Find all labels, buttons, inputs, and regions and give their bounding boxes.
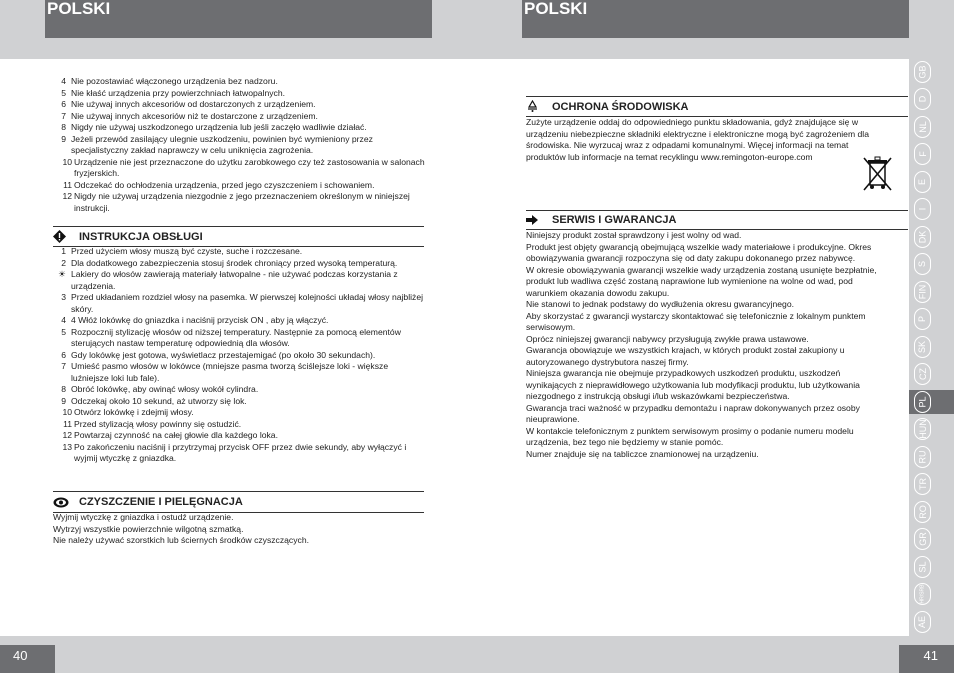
arrow-right-icon (526, 215, 552, 225)
language-tab-label: SK (917, 340, 928, 354)
language-tab-label: RU (917, 450, 928, 464)
language-tab-label: RO (917, 505, 928, 519)
list-item-number: 7 (61, 110, 66, 121)
language-tab-ru[interactable] (914, 446, 931, 468)
language-tab-f[interactable] (914, 143, 931, 165)
list-item (52, 134, 427, 157)
list-item (52, 157, 427, 180)
list-item (52, 258, 427, 270)
bottom-band (0, 636, 477, 673)
text-line: wynikających z nieprawidłowego użytkowania lub modyfikacji produktu, lub użytkowania (526, 379, 860, 390)
list-item-text: Dla dodatkowego zabezpieczenia stosuj środek chroniący przed wysoką temperaturą. (71, 257, 398, 268)
instructions-title: INSTRUKCJA OBSŁUGI (79, 230, 203, 243)
list-item (52, 384, 427, 396)
list-item-number: 6 (61, 349, 66, 360)
list-item-number: 10 (62, 156, 72, 167)
language-tab-label: P (917, 315, 928, 323)
list-item-text: Rozpocznij stylizację włosów od niższej temperatury. Następnie za pomocą elementów sterujących nastaw temperaturę odpowiednią dla włosów. (71, 326, 401, 348)
list-item-number: 11 (63, 418, 72, 429)
page-header: POLSKI (522, 0, 909, 38)
language-tab-e[interactable] (914, 171, 931, 193)
list-item-number: 1 (61, 246, 66, 256)
text-line: warunkiem okazania dowodu zakupu. (526, 287, 670, 298)
list-item-text: Przed układaniem rozdziel włosy na pasemka. W pierwszej kolejności układaj włosy najbliżej skóry. (71, 292, 424, 314)
list-item-text: Umieść pasmo włosów w lokówce (mniejsze pasma tworzą ściślejsze loki - większe luźniejsze loki lub fale). (71, 361, 389, 383)
right-page (477, 0, 954, 673)
text-line: Aby skorzystać z gwarancji wystarczy skontaktować się telefonicznie z lokalnym punktem (526, 310, 866, 321)
language-tab-cz[interactable] (914, 363, 931, 385)
text-line: produktów lub informacje na temat recyklingu www.remingoton-europe.com (526, 151, 813, 162)
page-number: 41 (899, 645, 954, 673)
language-tab-ro[interactable] (914, 501, 931, 523)
language-tab-pl[interactable] (914, 391, 931, 413)
cleaning-text (53, 512, 424, 547)
language-tab-label: D (917, 95, 928, 103)
service-title: SERWIS I GWARANCJA (552, 214, 677, 226)
list-item-number: 9 (61, 133, 66, 144)
list-item (52, 442, 427, 465)
list-item (52, 191, 427, 214)
language-tab-label: CZ (917, 368, 928, 380)
crossed-bin-icon (861, 155, 894, 193)
language-tab-tr[interactable] (914, 473, 931, 495)
text-line: Produkt jest objęty gwarancją obejmującą wszelkie wady materiałowe i produkcyjne. Okres (526, 241, 872, 252)
language-tab-label: AE (917, 615, 928, 629)
text-line: urządzenia, bez tego nie będziemy w stanie pomóc. (526, 437, 724, 447)
language-tab-label: I (917, 207, 928, 211)
text-line: obowiązywania gwarancji rozpoczyna się od daty zakupu dokonanego przez nabywcę. (526, 253, 856, 263)
environment-text (526, 117, 908, 163)
language-tab-label: HUN (917, 419, 928, 439)
list-item (52, 315, 427, 327)
text-line: W okresie obowiązywania gwarancji wszelkie wady urządzenia zostaną usunięte bezpłatnie, (526, 264, 877, 275)
text-line: Zużyte urządzenie oddaj do odpowiedniego punktu składowania, gdyż znajdujące się w (526, 117, 859, 127)
list-item-number: 4 (61, 76, 66, 86)
language-tab-label: S (917, 260, 928, 268)
list-item-text: Obróć lokówkę, aby owinąć włosy wokół cylindra. (71, 384, 259, 394)
list-item-text: 4 Włóż lokówkę do gniazdka i naciśnij przycisk ON , aby ją włączyć. (71, 315, 329, 325)
list-item-text: Nigdy nie używaj urządzenia niezgodnie z jego przeznaczeniem określonym w niniejszej instrukcji. (74, 191, 410, 213)
text-line: Niniejsza gwarancja nie obejmuje przypadkowych uszkodzeń produktu, uszkodzeń (526, 368, 841, 378)
language-tab-label: SL (917, 561, 928, 573)
list-item-text: Po zakończeniu naciśnij i przytrzymaj przycisk OFF przez dwie sekundy, aby wyłączyć i wyjmij wtyczkę z gniazdka. (74, 441, 407, 463)
text-line: Gwarancja traci ważność w przypadku demontażu i napraw dokonywanych przez osoby (526, 402, 860, 413)
environment-title: OCHRONA ŚRODOWISKA (552, 100, 689, 113)
language-tab-gb[interactable] (914, 61, 931, 83)
language-tab-dk[interactable] (914, 226, 931, 248)
list-item-number: 2 (61, 257, 66, 268)
list-item (52, 269, 427, 292)
instructions-list (52, 246, 427, 465)
list-item-number: 7 (61, 361, 66, 371)
list-item-number: 11 (63, 179, 72, 190)
list-item-text: Nigdy nie używaj uszkodzonego urządzenia lub jeśli zaczęło wadliwie działać. (71, 122, 367, 132)
safety-list (52, 76, 427, 214)
list-item-number: 8 (61, 384, 66, 394)
eye-icon (53, 497, 79, 508)
list-item-number: 5 (61, 326, 66, 337)
list-item-number: 6 (61, 99, 66, 109)
list-item-text: Przed użyciem włosy muszą być czyste, suche i rozczesane. (71, 246, 303, 256)
text-line: środowiska. Nie wyrzucaj wraz z odpadami komunalnymi. Więcej informacji na temat (526, 140, 849, 150)
language-tab-fin[interactable] (914, 281, 931, 303)
list-item (52, 350, 427, 362)
text-line: Numer znajduje się na tabliczce znamionowej na urządzeniu. (526, 448, 759, 459)
language-tab-hun[interactable] (914, 418, 931, 440)
page-number: 40 (0, 645, 55, 673)
list-item (52, 407, 427, 419)
list-item-number: ☀ (58, 269, 66, 279)
list-item (52, 327, 427, 350)
list-item (52, 430, 427, 442)
language-tab-label: HR/SRB (919, 584, 926, 604)
list-item (52, 419, 427, 431)
list-item (52, 122, 427, 134)
language-tabs (909, 59, 954, 636)
list-item-text: Odczekać do ochłodzenia urządzenia, przed jego czyszczeniem i schowaniem. (74, 179, 375, 190)
list-item-number: 9 (61, 395, 66, 406)
list-item (52, 396, 427, 408)
list-item-text: Powtarzaj czynność na całej głowie dla każdego loka. (74, 430, 278, 440)
text-line: nieuprawione. (526, 414, 580, 424)
list-item-text: Odczekaj około 10 sekund, aż utworzy się lok. (71, 395, 247, 406)
language-tab-label: TR (917, 478, 928, 490)
language-tab-label: GR (917, 532, 928, 546)
list-item-text: Urządzenie nie jest przeznaczone do użytku zarobkowego czy też zastosowania w salonach fryzjerskich. (74, 156, 425, 178)
language-tab-gr[interactable] (914, 528, 931, 550)
text-line: niezgodnego z instrukcją obsługi i/lub wskazówkami bezpieczeństwa. (526, 391, 790, 401)
cleaning-title: CZYSZCZENIE I PIELĘGNACJA (79, 496, 243, 508)
list-item-number: 13 (62, 441, 72, 452)
list-item-text: Jeżeli przewód zasilający ulegnie uszkodzeniu, powinien być wymieniony przez specjalistyczny zakład naprawczy w celu uniknięcia zagrożenia. (71, 133, 373, 155)
list-item-number: 12 (62, 430, 72, 440)
text-line: Niniejszy produkt został sprawdzony i jest wolny od wad. (526, 230, 742, 240)
list-item-number: 10 (62, 407, 72, 417)
language-tab-nl[interactable] (914, 116, 931, 138)
language-tab-sl[interactable] (914, 556, 931, 578)
text-line: produkt lub wadliwa część zostaną naprawione lub wymienione na wolne od wad, pod (526, 276, 853, 286)
language-tab-sk[interactable] (914, 336, 931, 358)
language-tab-d[interactable] (914, 88, 931, 110)
list-item-text: Nie kłaść urządzenia przy powierzchniach łatwopalnych. (71, 87, 285, 98)
text-line: W kontakcie telefonicznym z punktem serwisowym prosimy o podanie numeru modelu (526, 425, 854, 436)
text-line: autoryzowanego dystrybutora naszej firmy. (526, 356, 689, 367)
text-line: urządzeniu niebezpieczne składniki elektryczne i elektroniczne mogą być zagrożeniem dla (526, 128, 869, 139)
list-item (52, 76, 427, 88)
language-tab-label: DK (917, 230, 928, 244)
list-item-text: Lakiery do włosów zawierają materiały łatwopalne - nie używać podczas korzystania z urządzenia. (71, 269, 398, 291)
warning-icon (53, 230, 79, 243)
list-item-text: Nie używaj innych akcesoriów niż te dostarczone z urządzeniem. (71, 110, 318, 121)
language-tab-i[interactable] (914, 198, 931, 220)
list-item-text: Nie używaj innych akcesoriów od dostarczonych z urządzeniem. (71, 99, 316, 109)
list-item-number: 3 (61, 292, 66, 302)
instructions-heading (53, 226, 424, 247)
environment-heading (526, 96, 908, 117)
list-item-number: 4 (61, 315, 66, 325)
language-tab-label: GB (917, 65, 928, 79)
language-tab-label: F (917, 151, 928, 157)
list-item (52, 361, 427, 384)
language-tab-ae[interactable] (914, 611, 931, 633)
language-tab-hr-srb[interactable] (914, 583, 931, 605)
list-item-text: Otwórz lokówkę i zdejmij włosy. (74, 407, 194, 417)
cleaning-heading (53, 491, 424, 513)
list-item-text: Gdy lokówkę jest gotowa, wyświetlacz przestajemigać (po około 30 sekundach). (71, 349, 376, 360)
list-item-number: 12 (62, 191, 72, 201)
text-line: Wyjmij wtyczkę z gniazdka i ostudź urządzenie. (53, 512, 234, 522)
list-item (52, 111, 427, 123)
list-item (52, 292, 427, 315)
list-item (52, 99, 427, 111)
language-tab-label: E (917, 178, 928, 186)
language-tab-label: PL (917, 396, 928, 408)
text-line: Oprócz niniejszej gwarancji nabywcy przysługują zwykłe prawa ustawowe. (526, 333, 809, 344)
list-item-text: Przed stylizacją włosy powinny się ostudzić. (74, 418, 242, 429)
page-header: POLSKI (45, 0, 432, 38)
language-tab-label: FIN (917, 284, 928, 300)
language-tab-p[interactable] (914, 308, 931, 330)
text-line: Nie stanowi to jednak podstawy do wydłużenia okresu gwarancyjnego. (526, 299, 794, 309)
text-line: Wytrzyj wszystkie powierzchnie wilgotną szmatką. (53, 523, 244, 534)
list-item (52, 180, 427, 192)
text-line: serwisowym. (526, 322, 576, 332)
recycle-icon (526, 100, 552, 113)
list-item-number: 5 (61, 87, 66, 98)
list-item (52, 88, 427, 100)
list-item-number: 8 (61, 122, 66, 132)
text-line: Gwarancja obowiązuje we wszystkich krajach, w których produkt został zakupiony u (526, 345, 845, 355)
text-line: Nie należy używać szorstkich lub ściernych środków czyszczących. (53, 535, 309, 545)
service-text (526, 230, 908, 460)
language-tab-label: NL (917, 121, 928, 133)
bottom-band (477, 636, 954, 673)
list-item-text: Nie pozostawiać włączonego urządzenia bez nadzoru. (71, 76, 278, 86)
language-tab-s[interactable] (914, 253, 931, 275)
service-heading (526, 210, 908, 230)
list-item (52, 246, 427, 258)
